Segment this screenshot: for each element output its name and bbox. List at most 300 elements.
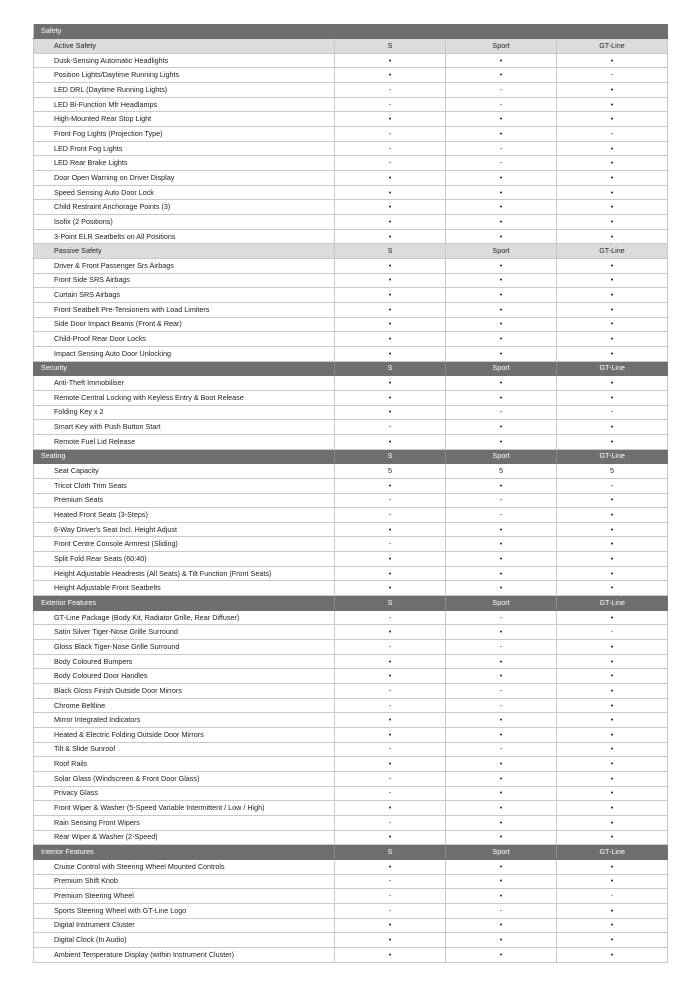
value-sport: - (446, 684, 557, 699)
feature-name: Height Adjustable Headrests (All Seats) & Tilt Function (Front Seats) (34, 566, 335, 581)
value-gt-line: • (557, 493, 668, 508)
value-gt-line: • (557, 53, 668, 68)
value-sport: • (446, 625, 557, 640)
value-sport: • (446, 933, 557, 948)
table-row (34, 640, 668, 655)
value-s: - (335, 420, 446, 435)
value-gt-line: • (557, 390, 668, 405)
feature-name: Position Lights/Daytime Running Lights (34, 68, 335, 83)
value-gt-line: • (557, 698, 668, 713)
column-header-s: S (335, 596, 446, 611)
column-header-gt-line: GT-Line (557, 845, 668, 860)
table-row (34, 464, 668, 479)
value-sport: • (446, 434, 557, 449)
value-sport: • (446, 259, 557, 274)
value-s: • (335, 625, 446, 640)
feature-name: Premium Shift Knob (34, 874, 335, 889)
value-sport: • (446, 420, 557, 435)
value-sport: • (446, 215, 557, 230)
value-gt-line: - (557, 127, 668, 142)
value-sport: • (446, 200, 557, 215)
feature-name: Digital Clock (In Audio) (34, 933, 335, 948)
section-title: Security (34, 361, 335, 376)
table-row (34, 698, 668, 713)
section-header (34, 596, 668, 611)
column-header-gt-line: GT-Line (557, 361, 668, 376)
value-sport: • (446, 68, 557, 83)
value-sport: • (446, 669, 557, 684)
value-sport: - (446, 742, 557, 757)
table-row (34, 801, 668, 816)
value-sport: • (446, 346, 557, 361)
table-row (34, 53, 668, 68)
column-header-sport: Sport (446, 39, 557, 54)
value-sport: - (446, 698, 557, 713)
table-row (34, 625, 668, 640)
value-s: • (335, 53, 446, 68)
table-row (34, 390, 668, 405)
value-gt-line: • (557, 830, 668, 845)
table-row (34, 273, 668, 288)
feature-name: Dusk-Sensing Automatic Headlights (34, 53, 335, 68)
value-sport: - (446, 610, 557, 625)
value-sport: • (446, 171, 557, 186)
value-s: - (335, 127, 446, 142)
column-header-s: S (335, 244, 446, 259)
feature-name: Height Adjustable Front Seatbelts (34, 581, 335, 596)
value-gt-line: • (557, 552, 668, 567)
value-sport: - (446, 405, 557, 420)
value-s: • (335, 478, 446, 493)
value-s: • (335, 434, 446, 449)
feature-name: Anti-Theft Immobiliser (34, 376, 335, 391)
table-row (34, 288, 668, 303)
value-s: - (335, 815, 446, 830)
feature-name: Door Open Warning on Driver Display (34, 171, 335, 186)
value-gt-line: • (557, 610, 668, 625)
value-gt-line: • (557, 566, 668, 581)
value-s: - (335, 508, 446, 523)
value-gt-line: • (557, 215, 668, 230)
feature-name: Mirror Integrated Indicators (34, 713, 335, 728)
value-sport: • (446, 874, 557, 889)
table-row (34, 97, 668, 112)
value-sport: - (446, 493, 557, 508)
value-s: - (335, 903, 446, 918)
feature-name: Smart Key with Push Button Start (34, 420, 335, 435)
value-s: - (335, 610, 446, 625)
value-sport: • (446, 288, 557, 303)
feature-name: Rear Wiper & Washer (2-Speed) (34, 830, 335, 845)
table-row (34, 728, 668, 743)
feature-name: Chrome Beltline (34, 698, 335, 713)
feature-name: Gloss Black Tiger-Nose Grille Surround (34, 640, 335, 655)
value-gt-line: • (557, 112, 668, 127)
value-sport: • (446, 859, 557, 874)
value-sport: • (446, 771, 557, 786)
feature-name: Front Seatbelt Pre-Tensioners with Load Limiters (34, 302, 335, 317)
feature-name: GT-Line Package (Body Kit, Radiator Grille, Rear Diffuser) (34, 610, 335, 625)
table-row (34, 434, 668, 449)
value-s: • (335, 229, 446, 244)
value-sport: • (446, 801, 557, 816)
value-s: • (335, 317, 446, 332)
value-sport: • (446, 537, 557, 552)
value-sport: - (446, 640, 557, 655)
value-s: - (335, 141, 446, 156)
value-sport: • (446, 390, 557, 405)
section-header-filler (557, 24, 668, 39)
subsection-header (34, 244, 668, 259)
value-s: - (335, 83, 446, 98)
table-row (34, 302, 668, 317)
table-row (34, 566, 668, 581)
table-row (34, 420, 668, 435)
column-header-sport: Sport (446, 596, 557, 611)
feature-name: Split Fold Rear Seats (60:40) (34, 552, 335, 567)
value-sport: • (446, 947, 557, 962)
feature-name: Rain Sensing Front Wipers (34, 815, 335, 830)
value-s: • (335, 288, 446, 303)
feature-name: Satin Silver Tiger-Nose Grille Surround (34, 625, 335, 640)
feature-name: High-Mounted Rear Stop Light (34, 112, 335, 127)
value-sport: • (446, 654, 557, 669)
feature-name: LED Rear Brake Lights (34, 156, 335, 171)
value-sport: • (446, 830, 557, 845)
column-header-sport: Sport (446, 244, 557, 259)
feature-name: Front Centre Console Armrest (Sliding) (34, 537, 335, 552)
value-gt-line: • (557, 302, 668, 317)
value-s: • (335, 259, 446, 274)
value-s: • (335, 933, 446, 948)
table-row (34, 478, 668, 493)
table-row (34, 552, 668, 567)
feature-name: Front Fog Lights (Projection Type) (34, 127, 335, 142)
value-s: - (335, 97, 446, 112)
table-row (34, 757, 668, 772)
value-gt-line: - (557, 68, 668, 83)
value-gt-line: • (557, 713, 668, 728)
value-sport: • (446, 728, 557, 743)
section-header (34, 24, 668, 39)
value-gt-line: • (557, 903, 668, 918)
value-s: • (335, 669, 446, 684)
value-sport: • (446, 376, 557, 391)
feature-name: Speed Sensing Auto Door Lock (34, 185, 335, 200)
value-gt-line: 5 (557, 464, 668, 479)
table-row (34, 200, 668, 215)
value-sport: • (446, 127, 557, 142)
table-row (34, 317, 668, 332)
feature-name: Child-Proof Rear Door Locks (34, 332, 335, 347)
table-row (34, 859, 668, 874)
feature-name: Remote Central Locking with Keyless Entry & Boot Release (34, 390, 335, 405)
table-row (34, 493, 668, 508)
table-row (34, 112, 668, 127)
value-s: - (335, 156, 446, 171)
value-sport: - (446, 508, 557, 523)
column-header-gt-line: GT-Line (557, 596, 668, 611)
table-row (34, 786, 668, 801)
column-header-sport: Sport (446, 845, 557, 860)
value-gt-line: • (557, 346, 668, 361)
value-s: • (335, 215, 446, 230)
value-sport: • (446, 757, 557, 772)
value-sport: • (446, 889, 557, 904)
value-gt-line: • (557, 259, 668, 274)
value-s: - (335, 640, 446, 655)
value-gt-line: • (557, 156, 668, 171)
value-gt-line: • (557, 508, 668, 523)
value-gt-line: • (557, 537, 668, 552)
feature-name: Heated & Electric Folding Outside Door Mirrors (34, 728, 335, 743)
section-title: Exterior Features (34, 596, 335, 611)
value-gt-line: • (557, 332, 668, 347)
value-s: • (335, 918, 446, 933)
table-row (34, 771, 668, 786)
value-sport: • (446, 552, 557, 567)
feature-name: LED Bi-Function Mfr Headlamps (34, 97, 335, 112)
subsection-title: Passive Safety (34, 244, 335, 259)
column-header-s: S (335, 361, 446, 376)
value-s: • (335, 566, 446, 581)
value-s: • (335, 830, 446, 845)
section-title: Interior Features (34, 845, 335, 860)
table-row (34, 346, 668, 361)
value-sport: • (446, 229, 557, 244)
value-s: • (335, 552, 446, 567)
value-s: • (335, 405, 446, 420)
table-row (34, 405, 668, 420)
value-gt-line: • (557, 171, 668, 186)
value-gt-line: • (557, 786, 668, 801)
feature-name: LED Front Fog Lights (34, 141, 335, 156)
value-sport: • (446, 302, 557, 317)
value-sport: • (446, 332, 557, 347)
table-row (34, 713, 668, 728)
value-s: - (335, 742, 446, 757)
feature-name: Premium Steering Wheel (34, 889, 335, 904)
value-gt-line: • (557, 669, 668, 684)
feature-name: Folding Key x 2 (34, 405, 335, 420)
value-gt-line: • (557, 742, 668, 757)
table-row (34, 742, 668, 757)
table-row (34, 185, 668, 200)
value-sport: • (446, 522, 557, 537)
value-gt-line: • (557, 97, 668, 112)
value-s: • (335, 728, 446, 743)
table-row (34, 933, 668, 948)
subsection-header (34, 39, 668, 54)
value-s: • (335, 947, 446, 962)
table-row (34, 581, 668, 596)
column-header-gt-line: GT-Line (557, 244, 668, 259)
column-header-sport: Sport (446, 449, 557, 464)
column-header-sport: Sport (446, 361, 557, 376)
feature-name: Curtain SRS Airbags (34, 288, 335, 303)
feature-name: Impact Sensing Auto Door Unlocking (34, 346, 335, 361)
value-sport: • (446, 317, 557, 332)
value-s: - (335, 493, 446, 508)
value-s: • (335, 302, 446, 317)
section-header (34, 449, 668, 464)
table-row (34, 83, 668, 98)
feature-name: Child Restraint Anchorage Points (3) (34, 200, 335, 215)
feature-name: Roof Rails (34, 757, 335, 772)
value-s: • (335, 376, 446, 391)
value-gt-line: • (557, 288, 668, 303)
table-row (34, 508, 668, 523)
feature-name: Body Coloured Bumpers (34, 654, 335, 669)
value-gt-line: • (557, 434, 668, 449)
section-title: Seating (34, 449, 335, 464)
table-row (34, 669, 668, 684)
feature-name: Isofix (2 Positions) (34, 215, 335, 230)
value-sport: • (446, 713, 557, 728)
table-row (34, 889, 668, 904)
table-row (34, 815, 668, 830)
value-s: • (335, 332, 446, 347)
column-header-s: S (335, 39, 446, 54)
table-row (34, 171, 668, 186)
specification-table (33, 24, 668, 963)
value-gt-line: • (557, 918, 668, 933)
value-s: • (335, 522, 446, 537)
value-s: • (335, 801, 446, 816)
feature-name: Body Coloured Door Handles (34, 669, 335, 684)
value-gt-line: • (557, 757, 668, 772)
value-gt-line: • (557, 185, 668, 200)
feature-name: Ambient Temperature Display (within Instrument Cluster) (34, 947, 335, 962)
value-gt-line: - (557, 889, 668, 904)
value-sport: • (446, 581, 557, 596)
feature-name: Digital Instrument Cluster (34, 918, 335, 933)
table-row (34, 332, 668, 347)
table-row (34, 522, 668, 537)
value-gt-line: • (557, 640, 668, 655)
value-gt-line: • (557, 874, 668, 889)
value-s: • (335, 68, 446, 83)
value-gt-line: • (557, 728, 668, 743)
feature-name: Cruise Control with Steering Wheel Mounted Controls (34, 859, 335, 874)
value-sport: - (446, 903, 557, 918)
value-sport: 5 (446, 464, 557, 479)
column-header-s: S (335, 449, 446, 464)
feature-name: 6-Way Driver's Seat Incl. Height Adjust (34, 522, 335, 537)
value-s: 5 (335, 464, 446, 479)
section-header-filler (446, 24, 557, 39)
value-gt-line: • (557, 376, 668, 391)
value-gt-line: - (557, 405, 668, 420)
table-row (34, 537, 668, 552)
column-header-gt-line: GT-Line (557, 449, 668, 464)
subsection-title: Active Safety (34, 39, 335, 54)
feature-name: Black Gloss Finish Outside Door Mirrors (34, 684, 335, 699)
value-sport: - (446, 156, 557, 171)
feature-name: Sports Steering Wheel with GT-Line Logo (34, 903, 335, 918)
value-s: • (335, 273, 446, 288)
value-gt-line: - (557, 625, 668, 640)
value-s: • (335, 390, 446, 405)
value-gt-line: • (557, 947, 668, 962)
value-s: • (335, 200, 446, 215)
value-gt-line: • (557, 141, 668, 156)
value-gt-line: • (557, 933, 668, 948)
section-header (34, 845, 668, 860)
value-s: - (335, 889, 446, 904)
value-s: • (335, 346, 446, 361)
value-s: • (335, 654, 446, 669)
value-s: - (335, 786, 446, 801)
value-s: • (335, 171, 446, 186)
value-gt-line: • (557, 200, 668, 215)
value-gt-line: • (557, 654, 668, 669)
value-sport: - (446, 141, 557, 156)
feature-name: Remote Fuel Lid Release (34, 434, 335, 449)
feature-name: LED DRL (Daytime Running Lights) (34, 83, 335, 98)
value-gt-line: - (557, 478, 668, 493)
value-sport: • (446, 786, 557, 801)
value-s: • (335, 859, 446, 874)
table-row (34, 684, 668, 699)
value-sport: • (446, 815, 557, 830)
value-s: - (335, 537, 446, 552)
table-row (34, 141, 668, 156)
feature-name: Front Wiper & Washer (5-Speed Variable Intermittent / Low / High) (34, 801, 335, 816)
value-sport: • (446, 273, 557, 288)
feature-name: Front Side SRS Airbags (34, 273, 335, 288)
feature-name: Solar Glass (Windscreen & Front Door Glass) (34, 771, 335, 786)
value-s: - (335, 771, 446, 786)
value-gt-line: • (557, 317, 668, 332)
value-sport: • (446, 53, 557, 68)
value-gt-line: • (557, 684, 668, 699)
value-gt-line: • (557, 801, 668, 816)
value-sport: - (446, 97, 557, 112)
section-header (34, 361, 668, 376)
feature-name: Seat Capacity (34, 464, 335, 479)
table-row (34, 215, 668, 230)
value-gt-line: • (557, 771, 668, 786)
value-s: - (335, 874, 446, 889)
value-gt-line: • (557, 273, 668, 288)
value-sport: • (446, 478, 557, 493)
table-row (34, 376, 668, 391)
column-header-s: S (335, 845, 446, 860)
value-sport: • (446, 918, 557, 933)
feature-name: Premium Seats (34, 493, 335, 508)
feature-name: Heated Front Seats (3-Steps) (34, 508, 335, 523)
table-row (34, 903, 668, 918)
value-s: • (335, 713, 446, 728)
table-row (34, 229, 668, 244)
value-s: - (335, 698, 446, 713)
table-row (34, 156, 668, 171)
value-s: • (335, 112, 446, 127)
table-row (34, 127, 668, 142)
value-sport: - (446, 83, 557, 98)
value-gt-line: • (557, 522, 668, 537)
table-row (34, 259, 668, 274)
value-sport: • (446, 566, 557, 581)
table-row (34, 874, 668, 889)
value-gt-line: • (557, 83, 668, 98)
feature-name: Side Door Impact Beams (Front & Rear) (34, 317, 335, 332)
value-gt-line: • (557, 859, 668, 874)
value-s: • (335, 185, 446, 200)
feature-name: Driver & Front Passenger Srs Airbags (34, 259, 335, 274)
value-s: • (335, 757, 446, 772)
